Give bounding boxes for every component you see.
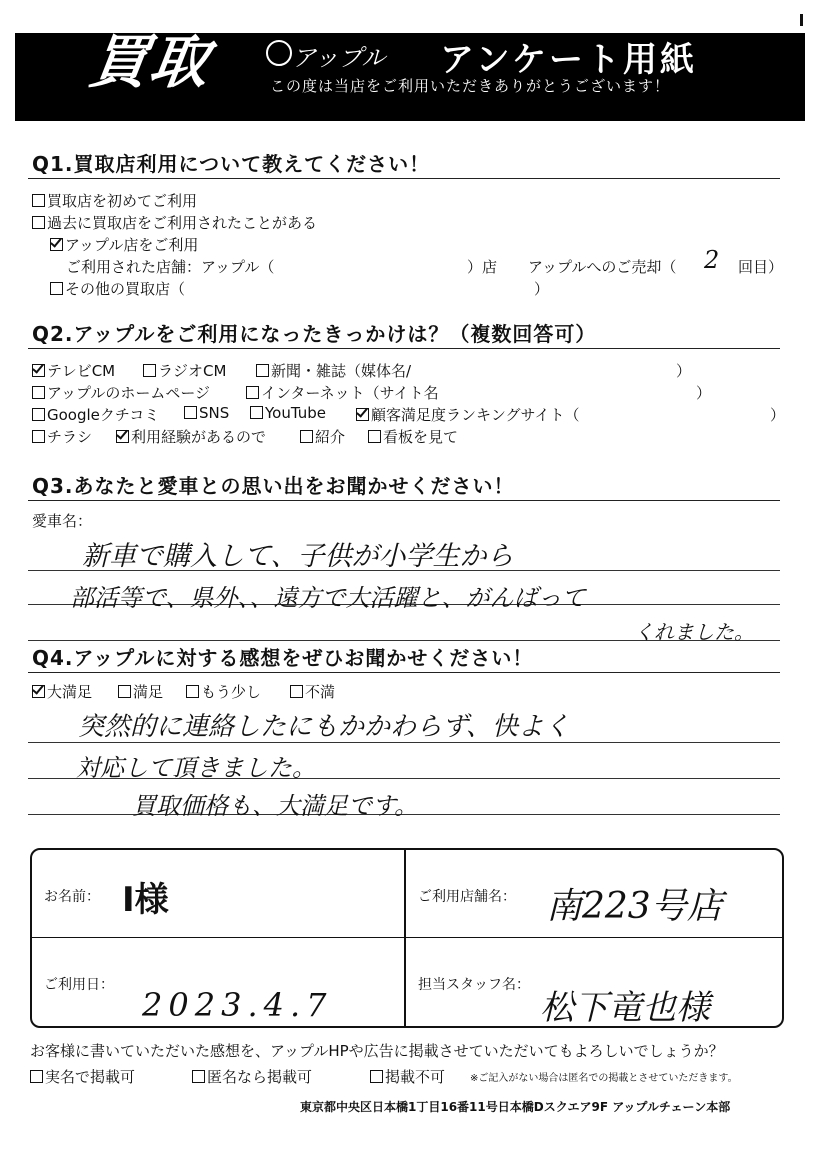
q2-option-tvcm-label: テレビCM [47,362,116,380]
name-value[interactable]: I様 [122,880,169,920]
q2-option-homepage-label: アップルのホームページ [47,384,211,402]
q4-option-satisfied[interactable] [118,681,163,702]
q1-store-suffix: ）店 [467,258,498,276]
survey-title: アンケート用紙 [440,40,697,80]
q2-option-intro[interactable] [300,426,345,447]
checkbox-icon[interactable] [32,194,45,207]
checkbox-icon[interactable] [192,1070,205,1083]
q2-ranking-close: ） [770,406,786,424]
q4-answer-line2[interactable]: 対応して頂きました。 [76,754,316,782]
q4-option-very[interactable] [32,681,92,702]
q2-option-news-label: 新聞・雑誌（媒体名/ [271,362,412,380]
q2-option-radio[interactable] [143,360,226,381]
checkbox-icon[interactable] [256,364,269,377]
consent-no-label: 掲載不可 [385,1068,446,1086]
q1-option-other[interactable] [50,278,185,299]
checkbox-icon[interactable] [300,430,313,443]
q2-option-sign-label: 看板を見て [383,428,459,446]
checkbox-icon[interactable] [370,1070,383,1083]
checkbox-icon[interactable] [143,364,156,377]
scan-speck [800,14,803,26]
consent-anonymous[interactable] [192,1066,312,1087]
checkbox-checked-icon[interactable] [50,238,63,251]
q3-answer-line3[interactable]: くれました。 [634,620,754,644]
q4-option-more[interactable] [186,681,261,702]
consent-real-name[interactable] [30,1066,135,1087]
checkbox-icon[interactable] [184,406,197,419]
apple-logo-text: アップル [292,44,386,72]
q1-store-label: ご利用された店舗：アップル（ [66,258,275,276]
q2-option-tvcm[interactable] [32,360,115,381]
q4-option-dissatisfied-label: 不満 [305,683,336,701]
q1-option-first[interactable] [32,190,197,211]
q2-option-sns[interactable] [184,404,229,422]
checkbox-icon[interactable] [50,282,63,295]
q4-option-satisfied-label: 満足 [133,683,164,701]
name-label: お名前： [44,889,100,905]
q1-count-suffix: 回目） [738,258,784,276]
q2-option-google[interactable] [32,404,159,425]
q2-option-youtube[interactable] [250,404,326,422]
date-value[interactable]: 2023.4.7 [142,986,333,1024]
q4-answer-line1[interactable]: 突然的に連絡したにもかかわらず、快よく [78,712,570,742]
q1-rule [28,178,780,179]
footer-address: 東京都中央区日本橋1丁目16番11号日本橋Dスクエア9F アップルチェーン本部 [300,1100,731,1114]
checkbox-checked-icon[interactable] [32,364,45,377]
q2-option-sign[interactable] [368,426,458,447]
checkbox-icon[interactable] [32,386,45,399]
q1-heading: Q1.買取店利用について教えてください！ [32,152,431,176]
q2-rule [28,348,780,349]
q4-option-more-label: もう少し [201,683,262,701]
checkbox-icon[interactable] [118,685,131,698]
q1-option-apple[interactable] [50,234,198,255]
q1-option-other-label: その他の買取店（ [65,280,186,298]
consent-question: お客様に書いていただいた感想を、アップルHPや広告に掲載させていただいてもよろしいでしょうか？ [30,1042,724,1060]
survey-subtitle: この度は当店をご利用いただきありがとうございます！ [270,77,671,95]
consent-real-name-label: 実名で掲載可 [45,1068,136,1086]
checkbox-icon[interactable] [250,406,263,419]
q3-heading: Q3.あなたと愛車との思い出をお聞かせください！ [32,474,515,498]
q1-other-close: ） [534,280,550,298]
q1-option-apple-label: アップル店をご利用 [65,236,199,254]
q2-option-internet-label: インターネット（サイト名 [261,384,439,402]
q2-option-google-label: Googleクチコミ [47,406,160,424]
q1-option-first-label: 買取店を初めてご利用 [47,192,198,210]
q2-option-sns-label: SNS [199,404,230,422]
consent-no[interactable] [370,1066,445,1087]
q2-option-homepage[interactable] [32,382,210,403]
store-value[interactable]: 南223号店 [546,886,723,927]
q2-option-flyer[interactable] [32,426,92,447]
q2-option-radio-label: ラジオCM [158,362,227,380]
checkbox-icon[interactable] [32,408,45,421]
q1-count-value[interactable]: 2 [704,246,720,274]
checkbox-icon[interactable] [32,430,45,443]
consent-note: ※ご記入がない場合は匿名での掲載とさせていただきます。 [470,1073,738,1084]
staff-value[interactable]: 松下竜也様 [540,988,710,1028]
q2-option-experience-label: 利用経験があるので [131,428,267,446]
q4-option-very-label: 大満足 [47,683,93,701]
q4-rule [28,672,780,673]
q2-internet-close: ） [696,384,712,402]
q2-heading: Q2.アップルをご利用になったきっかけは？（複数回答可） [32,322,597,346]
checkbox-checked-icon[interactable] [116,430,129,443]
q4-heading: Q4.アップルに対する感想をぜひお聞かせください！ [32,646,534,670]
consent-anonymous-label: 匿名なら掲載可 [207,1068,313,1086]
checkbox-icon[interactable] [368,430,381,443]
staff-label: 担当スタッフ名： [418,977,530,993]
q3-answer-line1[interactable]: 新車で購入して、子供が小学生から [82,541,514,572]
checkbox-icon[interactable] [290,685,303,698]
q4-answer-line3[interactable]: 買取価格も、大満足です。 [132,792,419,820]
box-divider-horizontal [30,937,782,938]
checkbox-icon[interactable] [30,1070,43,1083]
q3-rule [28,500,780,501]
q4-option-dissatisfied[interactable] [290,681,335,702]
q3-car-label: 愛車名： [32,512,93,530]
q1-option-past[interactable] [32,212,317,233]
checkbox-icon[interactable] [32,216,45,229]
q2-option-intro-label: 紹介 [315,428,346,446]
q1-count-label: アップルへのご売却（ [528,258,677,276]
apple-logo-icon [266,40,292,66]
q2-option-ranking-label: 顧客満足度ランキングサイト（ [371,406,580,424]
q2-news-close: ） [676,362,692,380]
q3-answer-line2[interactable]: 部活等で、県外、、遠方で大活躍と、がんばって [70,584,586,612]
checkbox-checked-icon[interactable] [32,685,45,698]
checkbox-icon[interactable] [246,386,259,399]
q2-option-internet[interactable] [246,382,439,403]
q2-option-flyer-label: チラシ [47,428,93,446]
q2-option-youtube-label: YouTube [265,404,326,422]
q2-option-experience[interactable] [116,426,266,447]
q2-option-ranking[interactable] [356,404,580,425]
q2-option-news[interactable] [256,360,411,381]
date-label: ご利用日： [44,977,114,993]
q1-option-past-label: 過去に買取店をご利用されたことがある [47,214,318,232]
checkbox-icon[interactable] [186,685,199,698]
checkbox-checked-icon[interactable] [356,408,369,421]
store-label: ご利用店舗名： [418,889,516,905]
kaitori-logo: 買取 [85,28,215,96]
